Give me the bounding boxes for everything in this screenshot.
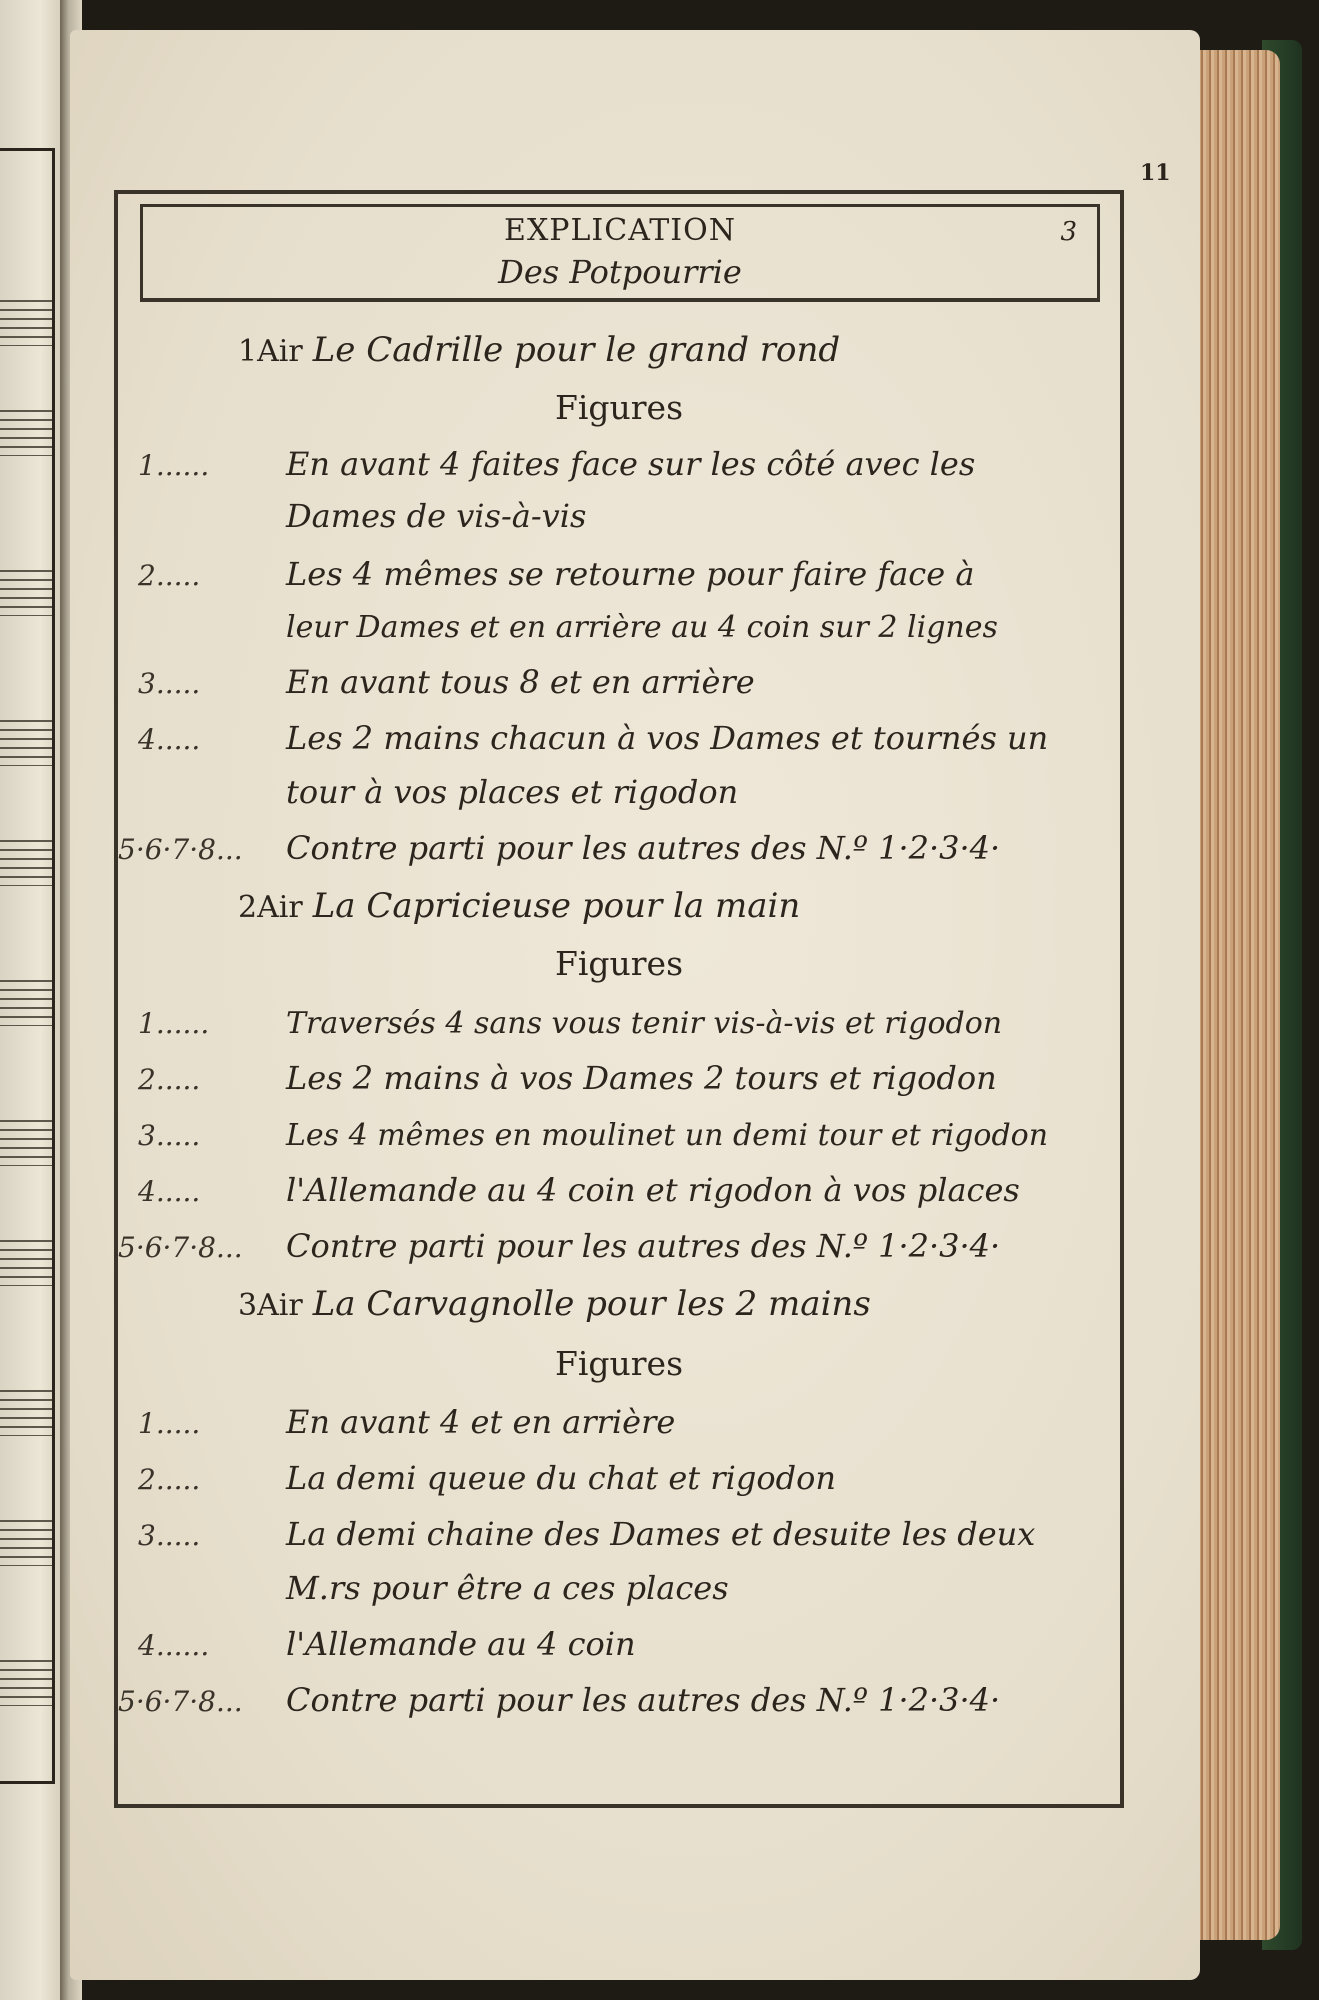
list-item: 2..... Les 4 mêmes se retourne pour faire face à xyxy=(138,555,975,593)
list-item: 3..... Les 4 mêmes en moulinet un demi tour et rigodon xyxy=(138,1118,1049,1153)
list-item: 2..... Les 2 mains à vos Dames 2 tours et rigodon xyxy=(138,1059,997,1097)
list-item: 5·6·7·8... Contre parti pour les autres des N.º 1·2·3·4· xyxy=(118,1227,1001,1265)
air-title: La Capricieuse pour la main xyxy=(312,886,801,926)
list-item: 4..... Les 2 mains chacun à vos Dames et tournés un xyxy=(138,719,1049,757)
list-item: 1...... Traversés 4 sans vous tenir vis-à-vis et rigodon xyxy=(138,1006,1003,1041)
music-staff xyxy=(0,1120,52,1166)
music-staff xyxy=(0,980,52,1026)
list-item: 2..... La demi queue du chat et rigodon xyxy=(138,1459,836,1497)
list-item: 1...... En avant 4 faites face sur les côté avec les xyxy=(138,445,976,483)
list-item: M.rs pour être a ces places xyxy=(286,1569,729,1607)
list-item: leur Dames et en arrière au 4 coin sur 2 lignes xyxy=(286,610,998,645)
page-number: 3 xyxy=(1060,217,1077,247)
air-number: 1Air xyxy=(238,334,303,369)
facing-page-edge xyxy=(0,0,68,2000)
figures-label: Figures xyxy=(554,388,684,427)
list-item: 5·6·7·8... Contre parti pour les autres des N.º 1·2·3·4· xyxy=(118,829,1001,867)
air-number: 2Air xyxy=(238,890,303,925)
music-staff xyxy=(0,840,52,886)
margin-mark: 11 xyxy=(1140,160,1171,186)
music-staff xyxy=(0,300,52,346)
air-heading xyxy=(238,886,800,926)
page-subtitle: Des Potpourrie xyxy=(498,253,742,291)
list-item: 5·6·7·8... Contre parti pour les autres des N.º 1·2·3·4· xyxy=(118,1681,1001,1719)
music-staff xyxy=(0,1520,52,1566)
music-staff xyxy=(0,720,52,766)
music-staff xyxy=(0,1240,52,1286)
air-title: Le Cadrille pour le grand rond xyxy=(312,330,841,370)
music-staff xyxy=(0,1660,52,1706)
plate-header xyxy=(140,204,1100,302)
engraved-plate xyxy=(114,190,1124,1808)
list-item: 3..... La demi chaine des Dames et desuite les deux xyxy=(138,1515,1036,1553)
page-title: EXPLICATION xyxy=(504,213,736,248)
air-title: La Carvagnolle pour les 2 mains xyxy=(312,1284,871,1324)
air-number: 3Air xyxy=(238,1288,303,1323)
list-item: 4..... l'Allemande au 4 coin et rigodon à vos places xyxy=(138,1171,1020,1209)
air-heading xyxy=(238,330,840,370)
list-item: 1..... En avant 4 et en arrière xyxy=(138,1403,676,1441)
page-edges xyxy=(1190,50,1280,1940)
figures-label: Figures xyxy=(554,944,684,983)
music-staff xyxy=(0,410,52,456)
music-staff xyxy=(0,570,52,616)
list-item: Dames de vis-à-vis xyxy=(286,497,587,535)
list-item: 4...... l'Allemande au 4 coin xyxy=(138,1625,636,1663)
figures-label: Figures xyxy=(554,1344,684,1383)
list-item: 3..... En avant tous 8 et en arrière xyxy=(138,663,755,701)
list-item: tour à vos places et rigodon xyxy=(286,773,739,811)
music-staff xyxy=(0,1390,52,1436)
air-heading xyxy=(238,1284,871,1324)
